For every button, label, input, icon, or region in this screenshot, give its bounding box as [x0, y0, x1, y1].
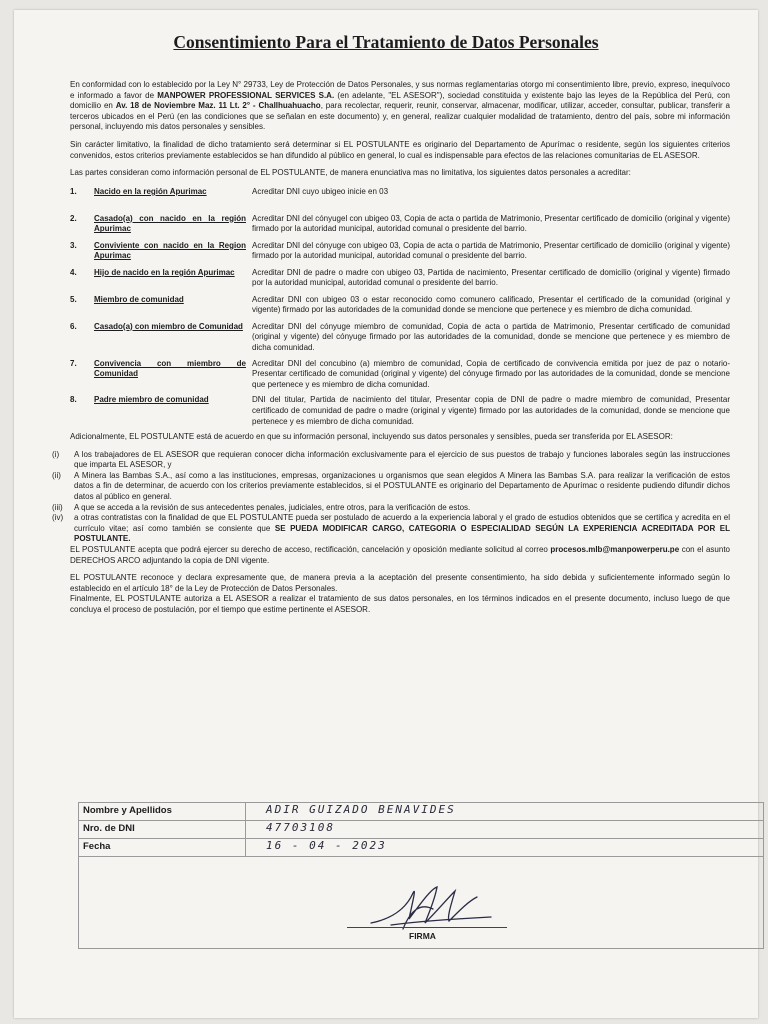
- contact-email: procesos.mlb@manpowerperu.pe: [550, 545, 680, 555]
- additional-lead: Adicionalmente, EL POSTULANTE está de acuerdo en que su información personal, incluyendo sus datos personales y sensibles, pueda ser transferida por EL ASESOR:: [70, 432, 673, 442]
- requirement-row: 2. Casado(a) con nacido en la región Apurimac Acreditar DNI del cónyugel con ubigeo 03, Copia de acta o partida de Matrimonio, Presentar certificado de domicilio (original y vigente) firmado por la autoridad municipal, autoridad comunal o presidente del barrio.: [70, 214, 730, 236]
- requirement-name: Nacido en la región Apurimac: [94, 186, 207, 196]
- intro-paragraph-1: En conformidad con lo establecido por la Ley N° 29733, Ley de Protección de Datos Personales, y sus normas reglamentarias otorgo mi consentimiento libre, previo, expreso, inequívoco e informado a favor de MANPOWER PROFESSIONAL SERVICES S.A. (en adelante, "EL ASESOR"), sociedad constituida y existente bajo las leyes de la República del Perú, con domicilio en Av. 18 de Noviembre Maz. 11 Lt. 2° - Challhuahuacho, para recolectar, requerir, reunir, conservar, almacenar, modificar, utilizar, acceder, consultar, publicar, transferir a terceros ubicados en el Perú (en las condiciones que se señalan en este documento) y, en general, realizar cualquier modalidad de tratamiento, dentro del país, sobre mi información personal, incluyendo mis datos personales y sensibles.: [70, 80, 731, 132]
- dni-label: Nro. de DNI: [79, 821, 246, 838]
- requirement-name: Casado(a) con miembro de Comunidad: [94, 321, 243, 331]
- requirement-row: 1. Nacido en la región Apurimac Acreditar DNI cuyo ubigeo inicie en 03: [70, 187, 730, 209]
- list-item: (iii) A que se acceda a la revisión de sus antecedentes penales, judiciales, entre otros, para la verificación de estos.: [52, 502, 471, 512]
- requirement-desc: Acreditar DNI del cónyugel con ubigeo 03, Copia de acta o partida de Matrimonio, Presentar certificado de domicilio (original y vigente) firmado por la autoridad municipal, autoridad comunal o presidente del barrio.: [252, 213, 730, 234]
- requirement-name: Conviviente con nacido en la Region Apurimac: [94, 240, 246, 261]
- intro-paragraph-3: Las partes consideran como información personal de EL POSTULANTE, de manera enunciativa mas no limitativa, los siguientes datos personales a acreditar:: [70, 168, 631, 178]
- requirement-desc: DNI del titular, Partida de nacimiento del titular, Presentar copia de DNI de padre o madre miembro de comunidad, Presentar certificado de comunidad de padre o madre (original y vigente) firmado por las autoridades de la comunidad, donde se mencione que pertenece y es miembro de dicha comunidad.: [252, 395, 730, 426]
- transfer-list: [52, 449, 730, 545]
- requirement-row: 7. Convivencia con miembro de Comunidad Acreditar DNI del concubino (a) miembro de comunidad, Copia de certificado de convivencia emitida por juez de paz o notario- Presentar certificado de comunidad (original y vigente) del cónyuge firmado por las autoridades de la comunidad, donde se mencione que pertenece y es miembro de dicha comunidad.: [70, 358, 730, 389]
- company-name: MANPOWER PROFESSIONAL SERVICES S.A.: [157, 90, 335, 100]
- rights-paragraph: EL POSTULANTE acepta que podrá ejercer su derecho de acceso, rectificación, cancelación y oposición mediante solicitud al correo procesos.mlb@manpowerperu.pe con el asunto DERECHOS ARCO adjuntando la copia de DNI vigente.: [70, 545, 730, 565]
- requirement-name: Padre miembro de comunidad: [94, 395, 209, 405]
- list-item: (i) A los trabajadores de EL ASESOR que requieran conocer dicha información exclusivamente para el ejercicio de sus puestos de trabajo y funciones laborales según las instrucciones que imparta EL ASESOR, y: [52, 449, 730, 470]
- page-title: Consentimiento Para el Tratamiento de Datos Personales: [173, 32, 599, 52]
- requirement-row: 3. Conviviente con nacido en la Region Apurimac Acreditar DNI del cónyuge con ubigeo 03, Copia de acta o partida de Matrimonio, Presentar certificado de domicilio (original y vigente) firmado por la autoridad municipal, autoridad comunal o presidente del barrio.: [70, 241, 730, 263]
- document-page: [14, 10, 758, 1018]
- document-body: [52, 80, 731, 623]
- requirement-desc: Acreditar DNI con ubigeo 03 o estar reconocido como comunero calificado, Presentar el certificado de la comunidad (original y vigente) firmado por las autoridades de la comunidad donde se mencione que pertenece y es miembro de dicha comunidad.: [252, 294, 730, 315]
- name-row: [79, 803, 763, 821]
- requirement-desc: Acreditar DNI del cónyuge con ubigeo 03, Copia de acta o partida de Matrimonio, Presentar certificado de domicilio (original y vigente) firmado por la autoridad municipal, autoridad comunal o presidente del barrio.: [252, 240, 730, 261]
- requirement-row: 4. Hijo de nacido en la región Apurimac Acreditar DNI de padre o madre con ubigeo 03, Partida de nacimiento, Presentar certificado de domicilio (original y vigente) firmado por la autoridad municipal, autoridad comunal o presidente del barrio.: [70, 268, 730, 290]
- requirement-desc: Acreditar DNI cuyo ubigeo inicie en 03: [252, 186, 389, 196]
- dni-row: [79, 821, 763, 839]
- final-paragraph-1: EL POSTULANTE reconoce y declara expresamente que, de manera previa a la aceptación del presente consentimiento, ha sido debida y suficientemente informado según lo establecido en el artículo 18° de la Ley de Protección de Datos Personales.: [70, 573, 730, 593]
- requirement-name: Casado(a) con nacido en la región Apurimac: [94, 213, 246, 234]
- final-paragraph-2: Finalmente, EL POSTULANTE autoriza a EL ASESOR a realizar el tratamiento de sus datos personales, en los términos indicados en el presente documento, incluso luego de que concluya el proceso de postulación, por el tiempo que estime pertinente el ASESOR.: [70, 594, 730, 614]
- signature-box: [78, 802, 764, 949]
- date-value: 16 - 04 - 2023: [266, 839, 387, 852]
- modify-cargo-clause: SE PUEDA MODIFICAR CARGO, CATEGORIA O ESPECIALIDAD SEGÚN LA EXPERIENCIA ACREDITADA POR EL POSTULANTE.: [74, 523, 730, 544]
- list-item: (iv) a otras contratistas con la finalidad de que EL POSTULANTE pueda ser postulado de acuerdo a la experiencia laboral y el grado de estudios obtenidos que se certifica y acredita en el currículo vitae; así como también se consiente que SE PUEDA MODIFICAR CARGO, CATEGORIA O ESPECIALIDAD SEGÚN LA EXPERIENCIA ACREDITADA POR EL POSTULANTE.: [52, 513, 730, 544]
- requirement-row: 8. Padre miembro de comunidad DNI del titular, Partida de nacimiento del titular, Presentar copia de DNI de padre o madre miembro de comunidad, Presentar certificado de comunidad de padre o madre (original y vigente) firmado por las autoridades de la comunidad, donde se mencione que pertenece y es miembro de dicha comunidad.: [70, 395, 730, 426]
- requirement-name: Convivencia con miembro de Comunidad: [94, 358, 246, 379]
- firma-label: FIRMA: [409, 931, 436, 941]
- requirement-name: Miembro de comunidad: [94, 294, 184, 304]
- intro-paragraph-2: Sin carácter limitativo, la finalidad de dicho tratamiento será determinar si EL POSTULANTE es originario del Departamento de Apurímac o residente, según los siguientes criterios convenidos, estos criterios previamente establecidos se han difundido al público en general, lo cual es indispensable para efectos de las relaciones comunitarias de EL ASESOR.: [70, 139, 730, 160]
- company-address: Av. 18 de Noviembre Maz. 11 Lt. 2° - Challhuahuacho: [115, 101, 321, 111]
- requirement-name: Hijo de nacido en la región Apurimac: [94, 267, 235, 277]
- requirement-row: 6. Casado(a) con miembro de Comunidad Acreditar DNI del cónyuge miembro de comunidad, Copia de acta o partida de Matrimonio, Presentar certificado de comunidad (original y vigente) del cónyuge firmado por las autoridades de la comunidad, donde se mencione que pertenece y es miembro de dicha comunidad.: [70, 321, 730, 352]
- name-label: Nombre y Apellidos: [79, 803, 246, 820]
- signature-line: [347, 927, 507, 928]
- requirement-desc: Acreditar DNI del concubino (a) miembro de comunidad, Copia de certificado de convivencia emitida por juez de paz o notario- Presentar certificado de comunidad (original y vigente) del cónyuge firmado por las autoridades de la comunidad, donde se mencione que pertenece y es miembro de dicha comunidad.: [252, 358, 730, 389]
- date-label: Fecha: [79, 839, 246, 856]
- requirements-table: [70, 187, 730, 427]
- requirement-desc: Acreditar DNI de padre o madre con ubigeo 03, Partida de nacimiento, Presentar certificado de domicilio (original y vigente) firmado por la autoridad municipal, autoridad comunal o presidente del barrio.: [252, 267, 730, 288]
- date-row: [79, 839, 763, 857]
- dni-value: 47703108: [266, 821, 335, 834]
- name-value: ADIR GUIZADO BENAVIDES: [266, 803, 456, 816]
- requirement-desc: Acreditar DNI del cónyuge miembro de comunidad, Copia de acta o partida de Matrimonio, Presentar certificado de comunidad (original y vigente) del cónyuge firmado por las autoridades de la comunidad, donde se mencione que pertenece y es miembro de dicha comunidad.: [252, 321, 730, 352]
- list-item: (ii) A Minera las Bambas S.A., así como a las instituciones, empresas, organizaciones u organismos que sean elegidos A Minera las Bambas S.A. para realizar la verificación de estos datos a fin de determinar, de acuerdo con los criterios previamente establecidos, si el POSTULANTE es originario del Departamento de Apurímac o residente pudiendo difundir dichos datos al público en general.: [52, 470, 730, 502]
- requirement-row: 5. Miembro de comunidad Acreditar DNI con ubigeo 03 o estar reconocido como comunero calificado, Presentar el certificado de la comunidad (original y vigente) firmado por las autoridades de la comunidad donde se mencione que pertenece y es miembro de dicha comunidad.: [70, 295, 730, 317]
